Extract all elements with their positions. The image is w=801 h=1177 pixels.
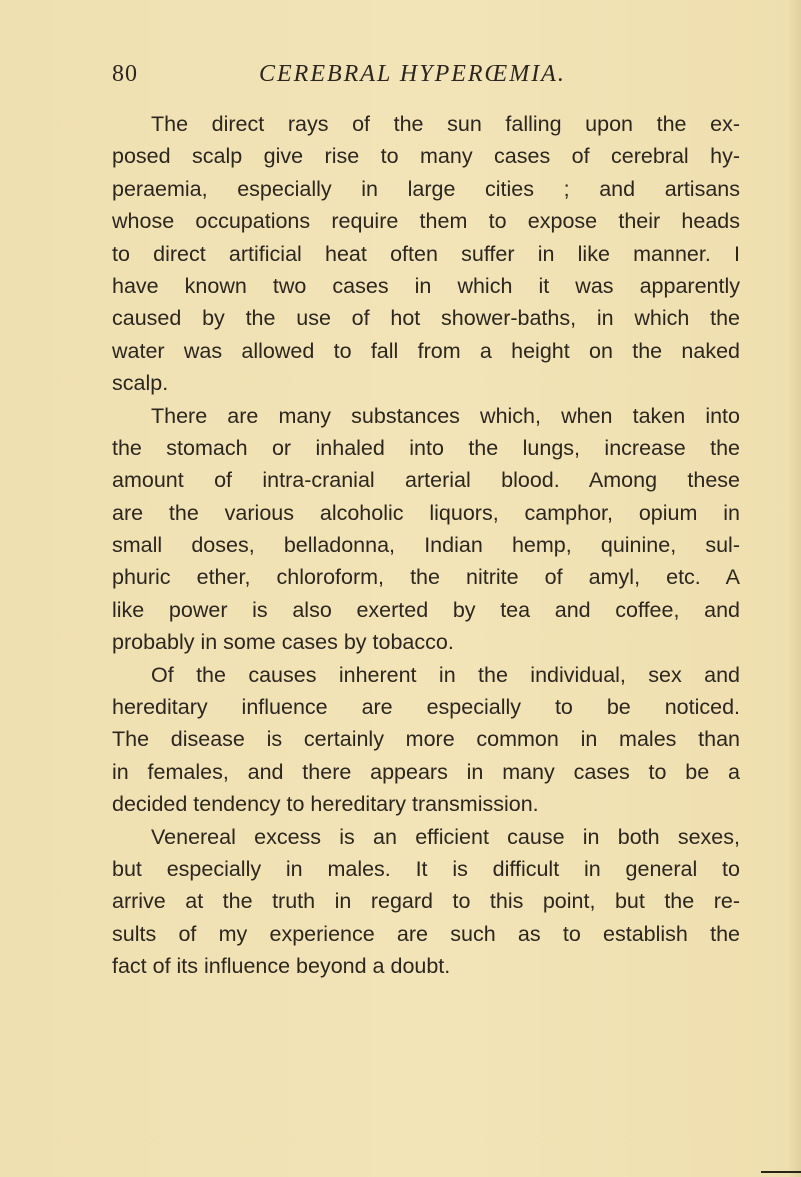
page-header [112,52,712,96]
text-line: amount of intra-cranial arterial blood. Among these [112,468,740,493]
page-edge-shadow [787,0,801,1177]
page-corner-rule [761,1171,801,1173]
text-line: arrive at the truth in regard to this point, but the re- [112,889,740,914]
text-line: caused by the use of hot shower-baths, in which the [112,306,740,331]
text-line: water was allowed to fall from a height on the naked [112,338,740,363]
paragraph [112,108,740,400]
text-line: whose occupations require them to expose their heads [112,209,740,234]
text-line: sults of my experience are such as to establish the [112,921,740,946]
running-head: CEREBRAL HYPERŒMIA. [259,61,566,87]
paragraph [112,400,740,659]
text-line: peraemia, especially in large cities ; and artisans [112,176,740,201]
text-line: in females, and there appears in many cases to be a [112,759,740,784]
text-line: have known two cases in which it was apparently [112,273,740,298]
page-number: 80 [112,61,138,87]
text-line: There are many substances which, when taken into [151,403,740,428]
text-line: The disease is certainly more common in males than [112,727,740,752]
text-line: the stomach or inhaled into the lungs, increase the [112,435,740,460]
text-line: hereditary influence are especially to be noticed. [112,695,740,720]
text-line: to direct artificial heat often suffer in like manner. I [112,241,740,266]
text-line: are the various alcoholic liquors, camphor, opium in [112,500,740,525]
text-line: but especially in males. It is difficult in general to [112,856,740,881]
text-line: The direct rays of the sun falling upon the ex- [151,112,740,136]
paragraph [112,659,740,821]
text-line: probably in some cases by tobacco. [112,630,454,655]
text-line: Venereal excess is an efficient cause in both sexes, [151,824,740,849]
text-line: Of the causes inherent in the individual, sex and [151,662,740,687]
text-line: small doses, belladonna, Indian hemp, quinine, sul- [112,533,740,558]
text-line: phuric ether, chloroform, the nitrite of amyl, etc. A [112,565,740,590]
paragraph [112,821,740,983]
text-line: scalp. [112,371,169,396]
text-line: fact of its influence beyond a doubt. [112,954,451,979]
text-line: posed scalp give rise to many cases of cerebral hy- [112,144,740,169]
text-line: decided tendency to hereditary transmission. [112,792,539,817]
body-text [112,108,740,983]
text-line: like power is also exerted by tea and coffee, and [112,597,740,622]
